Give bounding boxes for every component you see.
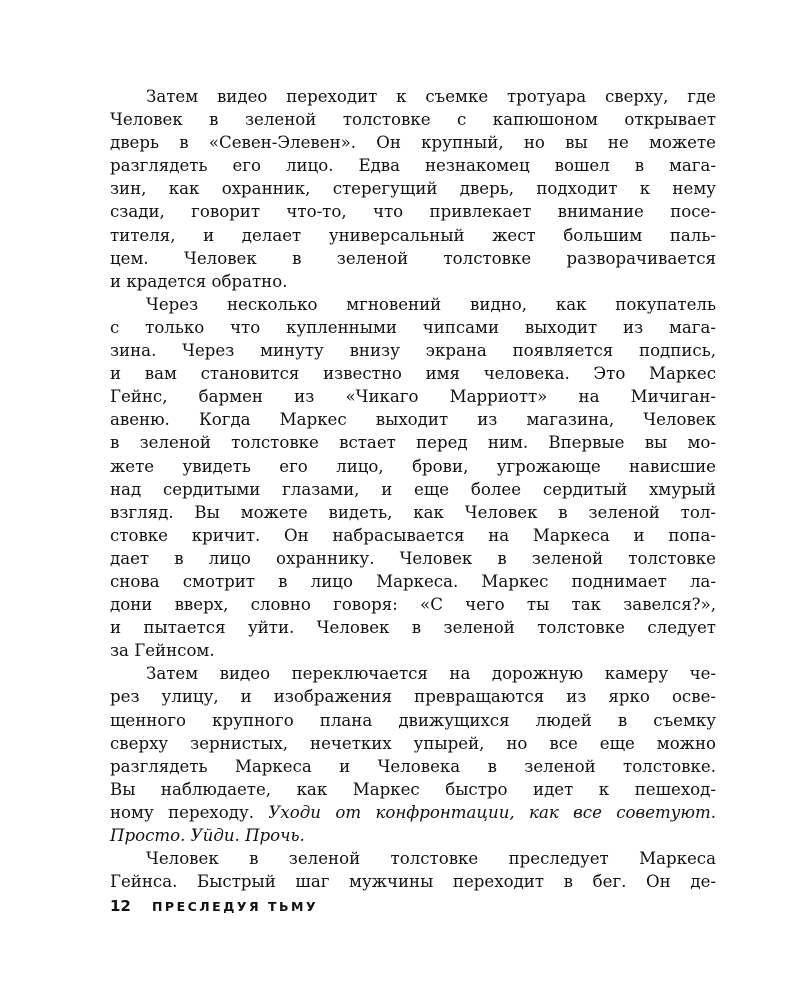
text-line: сзади, говорит что-то, что привлекает внимание посе- (110, 202, 716, 222)
text-line: разглядеть его лицо. Едва незнакомец вошел в мага- (110, 156, 716, 176)
body-text (110, 85, 716, 893)
text-line: жете увидеть его лицо, брови, угрожающе нависшие (110, 456, 716, 476)
text-line: с только что купленными чипсами выходит из мага- (110, 317, 716, 337)
text-line: стовке кричит. Он набрасывается на Маркеса и попа- (110, 525, 716, 545)
text-line: рез улицу, и изображения превращаются из ярко осве- (110, 687, 716, 707)
page-number: 12 (110, 897, 131, 915)
running-title: ПРЕСЛЕДУЯ ТЬМУ (151, 899, 319, 914)
text-line: Гейнса. Быстрый шаг мужчины переходит в бег. Он де- (110, 872, 716, 892)
text-line: и вам становится известно имя человека. Это Маркес (110, 364, 716, 384)
page-footer (110, 896, 318, 915)
text-line: Человек в зеленой толстовке с капюшоном открывает (110, 110, 716, 130)
text-line: за Гейнсом. (110, 641, 215, 661)
text-line: тителя, и делает универсальный жест большим паль- (110, 225, 716, 245)
text-line (110, 801, 716, 824)
text-line: снова смотрит в лицо Маркеса. Маркес поднимает ла- (110, 571, 716, 591)
italic-text: Уходи от конфронтации, как все советуют. (268, 802, 717, 822)
text-line: дони вверх, словно говоря: «С чего ты так завелся?», (110, 595, 716, 615)
text-line: в зеленой толстовке встает перед ним. Впервые вы мо- (110, 433, 716, 453)
text-line: Человек в зеленой толстовке преследует Маркеса (146, 849, 716, 869)
text-line: над сердитыми глазами, и еще более сердитый хмурый (110, 479, 716, 499)
text-line: и пытается уйти. Человек в зеленой толстовке следует (110, 618, 716, 638)
text-line: Через несколько мгновений видно, как покупатель (146, 294, 716, 314)
text-line: Гейнс, бармен из «Чикаго Марриотт» на Мичиган- (110, 387, 716, 407)
text-segment: ному переходу. (110, 802, 255, 822)
text-line: зина. Через минуту внизу экрана появляется подпись, (110, 341, 716, 361)
text-line: зин, как охранник, стерегущий дверь, подходит к нему (110, 179, 716, 199)
text-line: сверху зернистых, нечетких упырей, но все еще можно (110, 733, 716, 753)
text-line: и крадется обратно. (110, 271, 288, 291)
text-line: авеню. Когда Маркес выходит из магазина, Человек (110, 410, 716, 430)
text-line: дверь в «Севен-Элевен». Он крупный, но вы не можете (110, 133, 716, 153)
text-line: взгляд. Вы можете видеть, как Человек в зеленой тол- (110, 502, 716, 522)
text-line: дает в лицо охраннику. Человек в зеленой толстовке (110, 548, 716, 568)
italic-text: Просто. Уйди. Прочь. (110, 826, 305, 845)
text-line: щенного крупного плана движущихся людей в съемку (110, 710, 716, 730)
text-line: Вы наблюдаете, как Маркес быстро идет к пешеход- (110, 779, 716, 799)
text-line: Затем видео переключается на дорожную камеру че- (146, 664, 716, 684)
text-line: цем. Человек в зеленой толстовке разворачивается (110, 248, 716, 268)
text-line: разглядеть Маркеса и Человека в зеленой толстовке. (110, 756, 716, 776)
text-line: Затем видео переходит к съемке тротуара сверху, где (146, 87, 716, 106)
